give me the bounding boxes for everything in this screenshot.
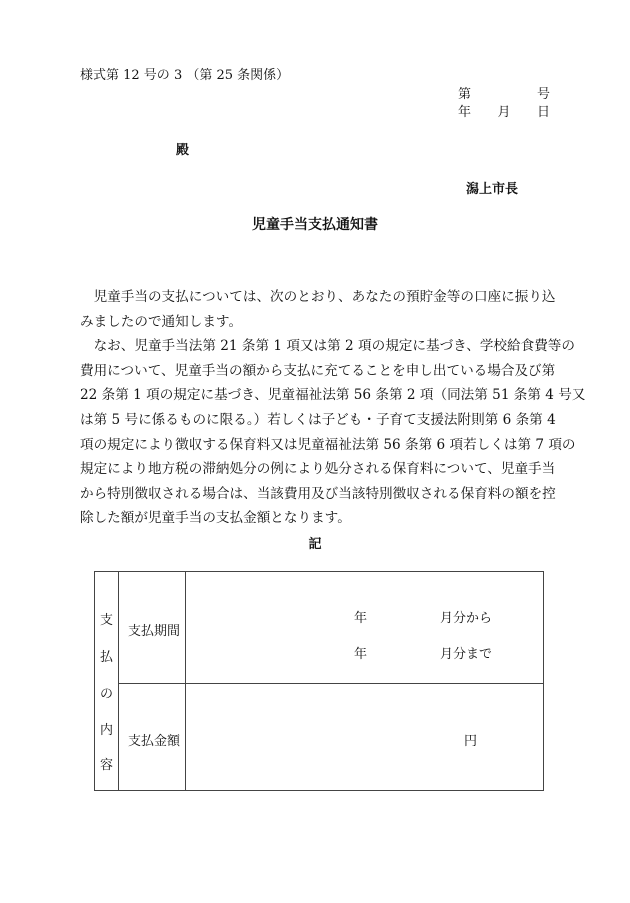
side-label-char: 内 <box>100 723 114 738</box>
period-label: 支払期間 <box>128 624 181 639</box>
body-line: 児童手当の支払については、次のとおり、あなたの預貯金等の口座に振り込 <box>80 289 556 305</box>
table-divider <box>185 572 186 790</box>
body-line: 費用について、児童手当の額から支払に充てることを申し出ている場合及び第 <box>80 362 556 379</box>
ki-heading: 記 <box>308 537 322 552</box>
document-number <box>458 83 550 102</box>
body-line: は第 5 号に係るものに限る。）若しくは子ども・子育て支援法附則第 6 条第 4 <box>80 411 556 428</box>
form-number: 様式第 12 号の 3 （第 25 条関係） <box>80 68 290 83</box>
body-line: 項の規定により徴収する保育料又は児童福祉法第 56 条第 6 項若しくは第 7 項の <box>80 436 576 453</box>
period-from-month: 月分から <box>440 611 493 626</box>
period-to-month: 月分まで <box>440 647 493 662</box>
side-label-char: 容 <box>100 758 114 773</box>
amount-unit: 円 <box>464 734 478 749</box>
date-year: 年 <box>458 105 472 120</box>
body-line: 除した額が児童手当の支払金額となります。 <box>80 510 351 527</box>
issuer: 潟上市長 <box>466 182 519 197</box>
table-divider <box>118 683 543 684</box>
payment-details-table <box>94 571 544 791</box>
document-number-prefix: 第 <box>458 87 472 102</box>
document-number-suffix: 号 <box>536 87 550 102</box>
body-text <box>80 285 586 531</box>
date-month: 月 <box>497 105 511 120</box>
amount-label: 支払金額 <box>128 734 181 749</box>
document-title: 児童手当支払通知書 <box>252 217 378 233</box>
body-line: みましたので通知します。 <box>80 313 243 330</box>
body-line: 規定により地方税の滞納処分の例により処分される保育料について、児童手当 <box>80 461 556 478</box>
document-date <box>458 101 550 120</box>
body-line: なお、児童手当法第 21 条第 1 項又は第 2 項の規定に基づき、学校給食費等の <box>80 338 575 355</box>
body-line: から特別徴収される場合は、当該費用及び当該特別徴収される保育料の額を控 <box>80 485 556 502</box>
side-label-char: の <box>100 687 114 702</box>
date-day: 日 <box>536 105 550 120</box>
side-label-char: 払 <box>100 650 114 665</box>
side-label-char: 支 <box>100 613 114 628</box>
table-divider <box>118 572 119 790</box>
period-to-year: 年 <box>354 647 368 662</box>
body-line: 22 条第 1 項の規定に基づき、児童福祉法第 56 条第 2 項（同法第 51 条第 4 号又 <box>80 387 586 404</box>
addressee-suffix: 殿 <box>176 143 190 158</box>
period-from-year: 年 <box>354 611 368 626</box>
